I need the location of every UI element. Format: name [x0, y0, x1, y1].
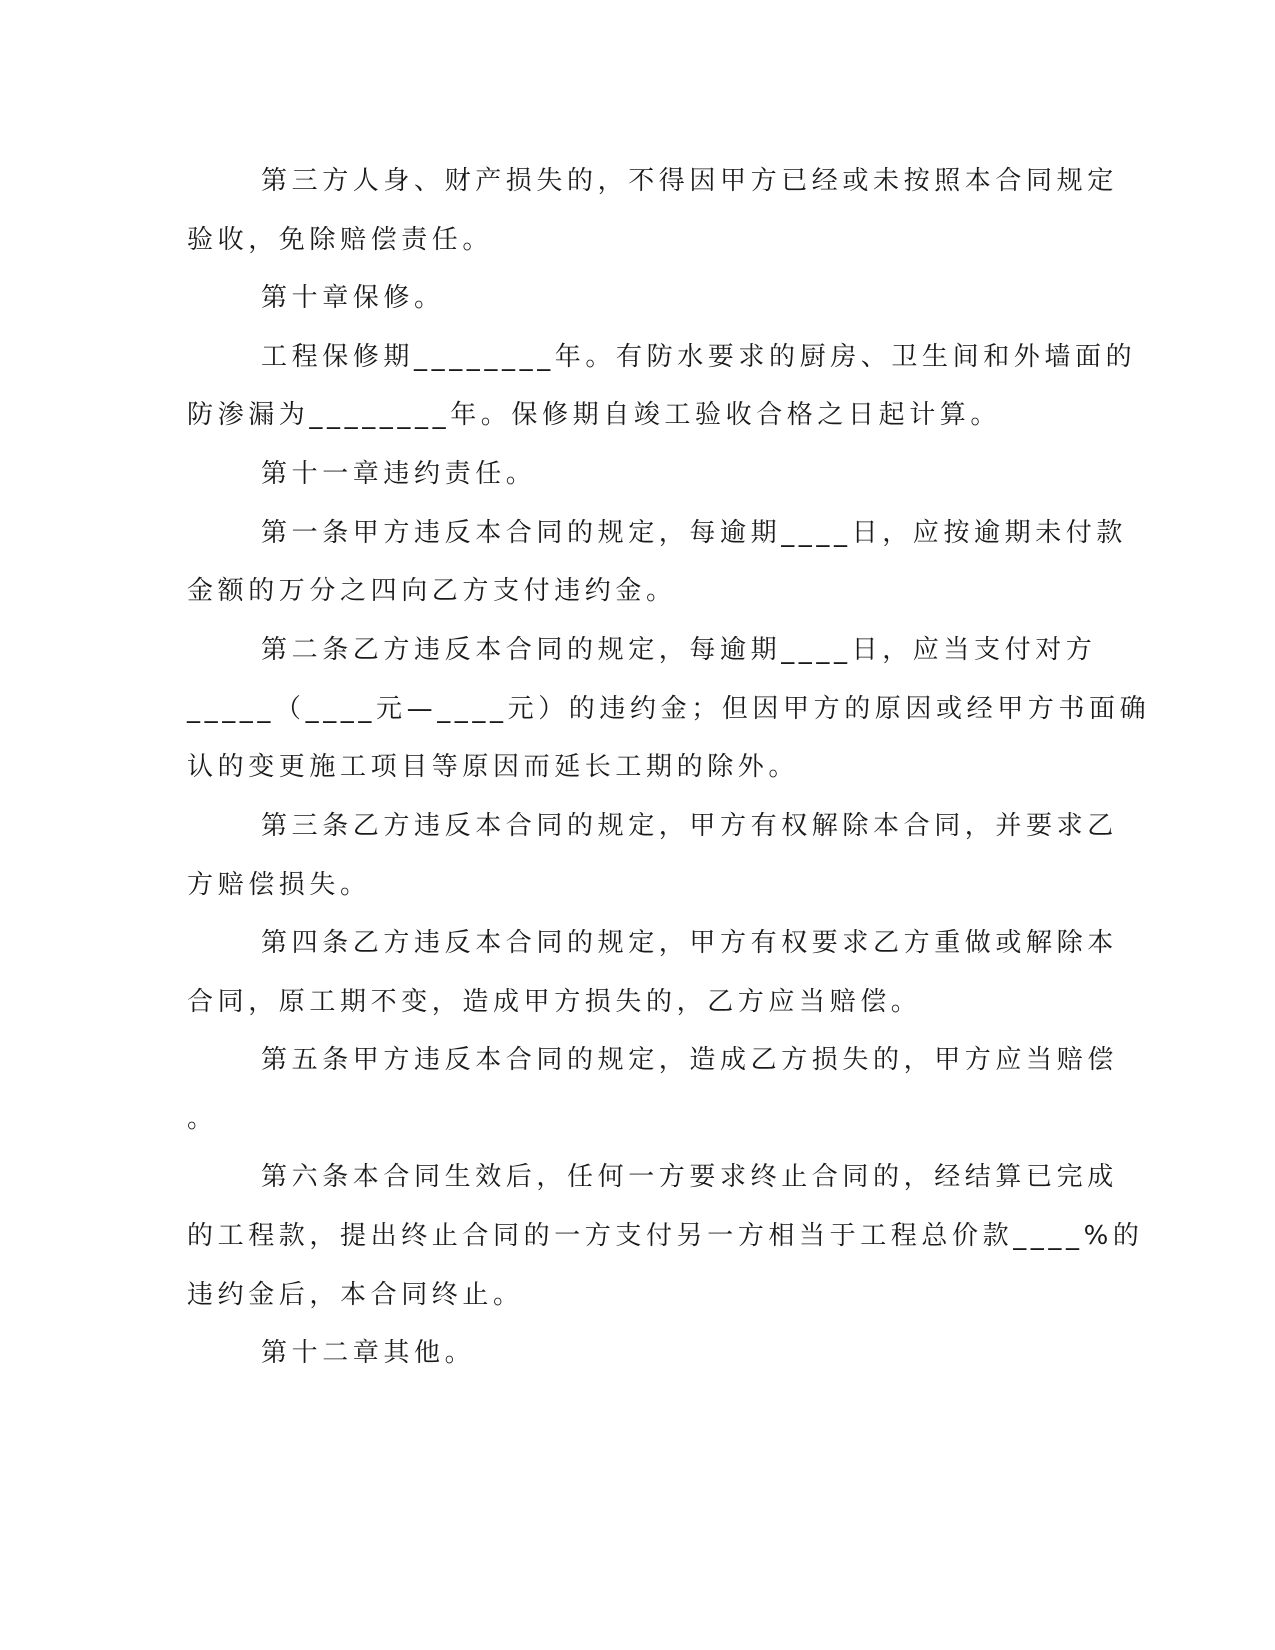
- text-line: 合同，原工期不变，造成甲方损失的，乙方应当赔偿。: [187, 987, 922, 1017]
- text-line: 第一条甲方违反本合同的规定，每逾期____日，应按逾期未付款: [261, 518, 1128, 548]
- text-line: 方赔偿损失。: [187, 870, 371, 900]
- text-line: 违约金后，本合同终止。: [187, 1280, 524, 1310]
- section-heading: 第十一章违约责任。: [261, 459, 537, 489]
- text-line: 第四条乙方违反本合同的规定，甲方有权要求乙方重做或解除本: [261, 928, 1118, 958]
- text-line: 验收，免除赔偿责任。: [187, 225, 494, 255]
- text-line: 第六条本合同生效后，任何一方要求终止合同的，经结算已完成: [261, 1162, 1118, 1192]
- text-line: 的工程款，提出终止合同的一方支付另一方相当于工程总价款____%的: [187, 1221, 1144, 1251]
- section-heading: 第十章保修。: [261, 283, 445, 313]
- text-line: 第三条乙方违反本合同的规定，甲方有权解除本合同，并要求乙: [261, 811, 1118, 841]
- text-line: 金额的万分之四向乙方支付违约金。: [187, 576, 677, 606]
- text-line: 防渗漏为________年。保修期自竣工验收合格之日起计算。: [187, 400, 1002, 430]
- text-line: _____（____元—____元）的违约金；但因甲方的原因或经甲方书面确: [187, 694, 1151, 724]
- text-line: 。: [187, 1104, 218, 1134]
- text-line: 第三方人身、财产损失的，不得因甲方已经或未按照本合同规定: [261, 166, 1118, 196]
- text-line: 第二条乙方违反本合同的规定，每逾期____日，应当支付对方: [261, 635, 1097, 665]
- text-line: 第五条甲方违反本合同的规定，造成乙方损失的，甲方应当赔偿: [261, 1045, 1118, 1075]
- text-line: 工程保修期________年。有防水要求的厨房、卫生间和外墙面的: [261, 342, 1137, 372]
- section-heading: 第十二章其他。: [261, 1338, 476, 1368]
- text-line: 认的变更施工项目等原因而延长工期的除外。: [187, 752, 800, 782]
